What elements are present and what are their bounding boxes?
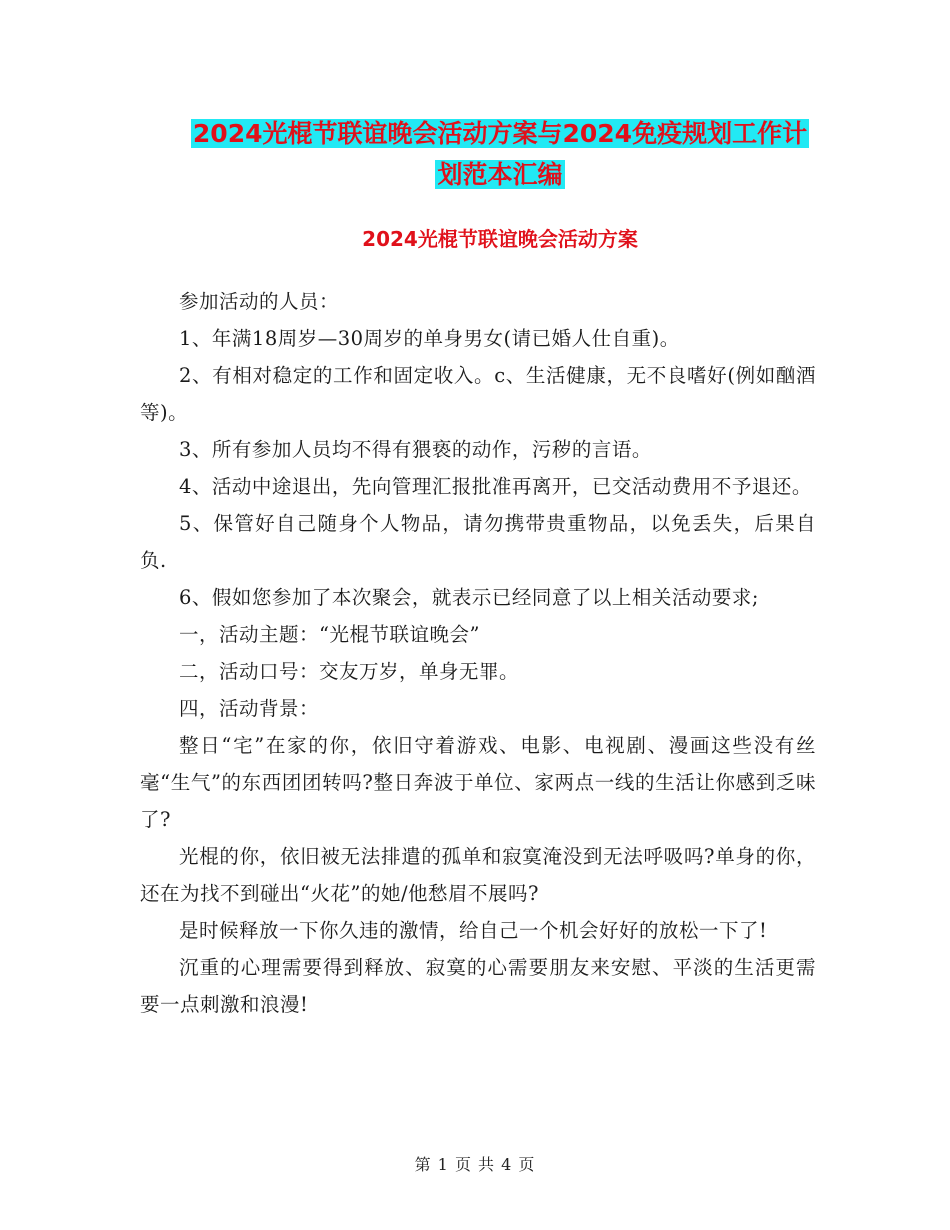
document-title-line-1 bbox=[140, 112, 860, 156]
title-highlight: 划范本汇编 bbox=[437, 160, 563, 189]
paragraph: 2、有相对稳定的工作和固定收入。c、生活健康，无不良嗜好(例如酗酒等)。 bbox=[140, 364, 816, 424]
paragraph: 四，活动背景： bbox=[179, 697, 320, 720]
paragraph: 整日“宅”在家的你，依旧守着游戏、电影、电视剧、漫画这些没有丝毫“生气”的东西团团转吗?整日奔波于单位、家两点一线的生活让你感到乏味了? bbox=[140, 734, 816, 831]
page-footer: 第 1 页 共 4 页 bbox=[414, 1155, 536, 1174]
paragraph: 参加活动的人员： bbox=[179, 290, 340, 313]
paragraph: 6、假如您参加了本次聚会，就表示已经同意了以上相关活动要求; bbox=[179, 586, 759, 609]
paragraph: 二，活动口号：交友万岁，单身无罪。 bbox=[179, 660, 520, 683]
paragraph: 1、年满18周岁—30周岁的单身男女(请已婚人仕自重)。 bbox=[179, 327, 680, 350]
document-title-line-2 bbox=[140, 153, 860, 197]
paragraph: 一，活动主题：“光棍节联谊晚会” bbox=[179, 623, 480, 646]
paragraph: 5、保管好自己随身个人物品，请勿携带贵重物品，以免丢失，后果自负. bbox=[140, 512, 816, 572]
paragraph: 沉重的心理需要得到释放、寂寞的心需要朋友来安慰、平淡的生活更需要一点刺激和浪漫! bbox=[140, 956, 816, 1016]
paragraph: 4、活动中途退出，先向管理汇报批准再离开，已交活动费用不予退还。 bbox=[179, 475, 812, 498]
section-title: 2024光棍节联谊晚会活动方案 bbox=[362, 227, 638, 251]
title-highlight: 2024光棍节联谊晚会活动方案与2024免疫规划工作计 bbox=[192, 119, 808, 148]
document-body bbox=[140, 283, 816, 1023]
paragraph: 是时候释放一下你久违的激情，给自己一个机会好好的放松一下了! bbox=[179, 919, 768, 942]
paragraph: 光棍的你，依旧被无法排遣的孤单和寂寞淹没到无法呼吸吗?单身的你，还在为找不到碰出“火花”的她/他愁眉不展吗? bbox=[140, 845, 816, 905]
paragraph: 3、所有参加人员均不得有猥亵的动作，污秽的言语。 bbox=[179, 438, 652, 461]
